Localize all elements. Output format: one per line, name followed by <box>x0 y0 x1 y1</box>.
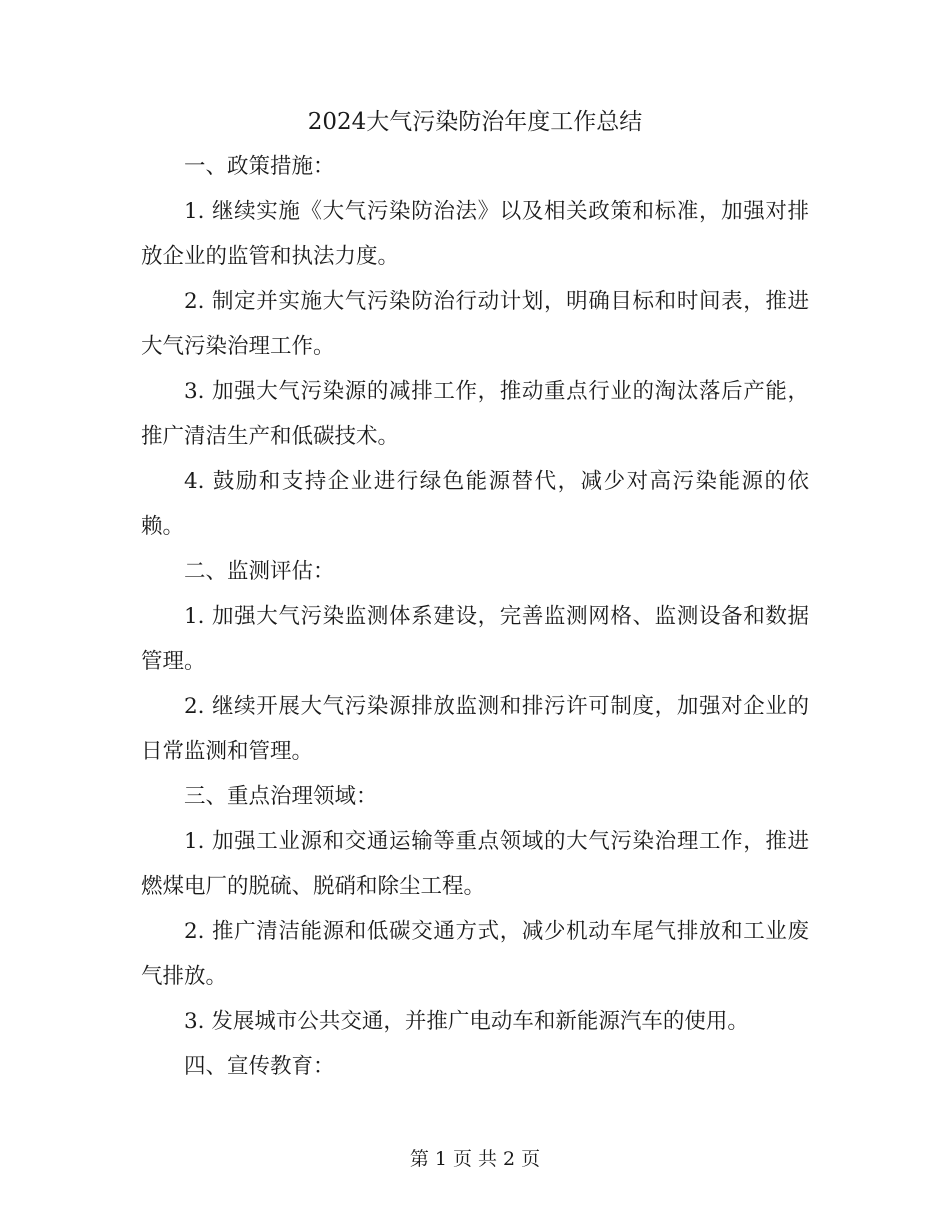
page-number-footer: 第 1 页 共 2 页 <box>409 1148 541 1170</box>
policy-item-1: 1. 继续实施《大气污染防治法》以及相关政策和标准，加强对排放企业的监管和执法力度。 <box>141 199 809 269</box>
document-body <box>141 100 809 1089</box>
monitoring-item-1: 1. 加强大气污染监测体系建设，完善监测网格、监测设备和数据管理。 <box>141 604 809 674</box>
document-title: 2024大气污染防治年度工作总结 <box>307 109 643 135</box>
key-areas-item-2: 2. 推广清洁能源和低碳交通方式，减少机动车尾气排放和工业废气排放。 <box>141 919 809 989</box>
section-heading-monitoring: 二、监测评估： <box>184 559 335 584</box>
section-heading-key-areas: 三、重点治理领域： <box>184 784 378 809</box>
policy-item-2: 2. 制定并实施大气污染防治行动计划，明确目标和时间表，推进大气污染治理工作。 <box>141 289 809 359</box>
policy-item-3: 3. 加强大气污染源的减排工作，推动重点行业的淘汰落后产能，推广清洁生产和低碳技术。 <box>141 379 809 449</box>
policy-item-4: 4. 鼓励和支持企业进行绿色能源替代，减少对高污染能源的依赖。 <box>141 469 809 539</box>
monitoring-item-2: 2. 继续开展大气污染源排放监测和排污许可制度，加强对企业的日常监测和管理。 <box>141 694 809 764</box>
section-heading-education: 四、宣传教育： <box>184 1054 335 1079</box>
key-areas-item-1: 1. 加强工业源和交通运输等重点领域的大气污染治理工作，推进燃煤电厂的脱硫、脱硝和除尘工程。 <box>141 829 809 899</box>
section-heading-policy: 一、政策措施： <box>184 154 335 179</box>
key-areas-item-3: 3. 发展城市公共交通，并推广电动车和新能源汽车的使用。 <box>184 1009 749 1034</box>
